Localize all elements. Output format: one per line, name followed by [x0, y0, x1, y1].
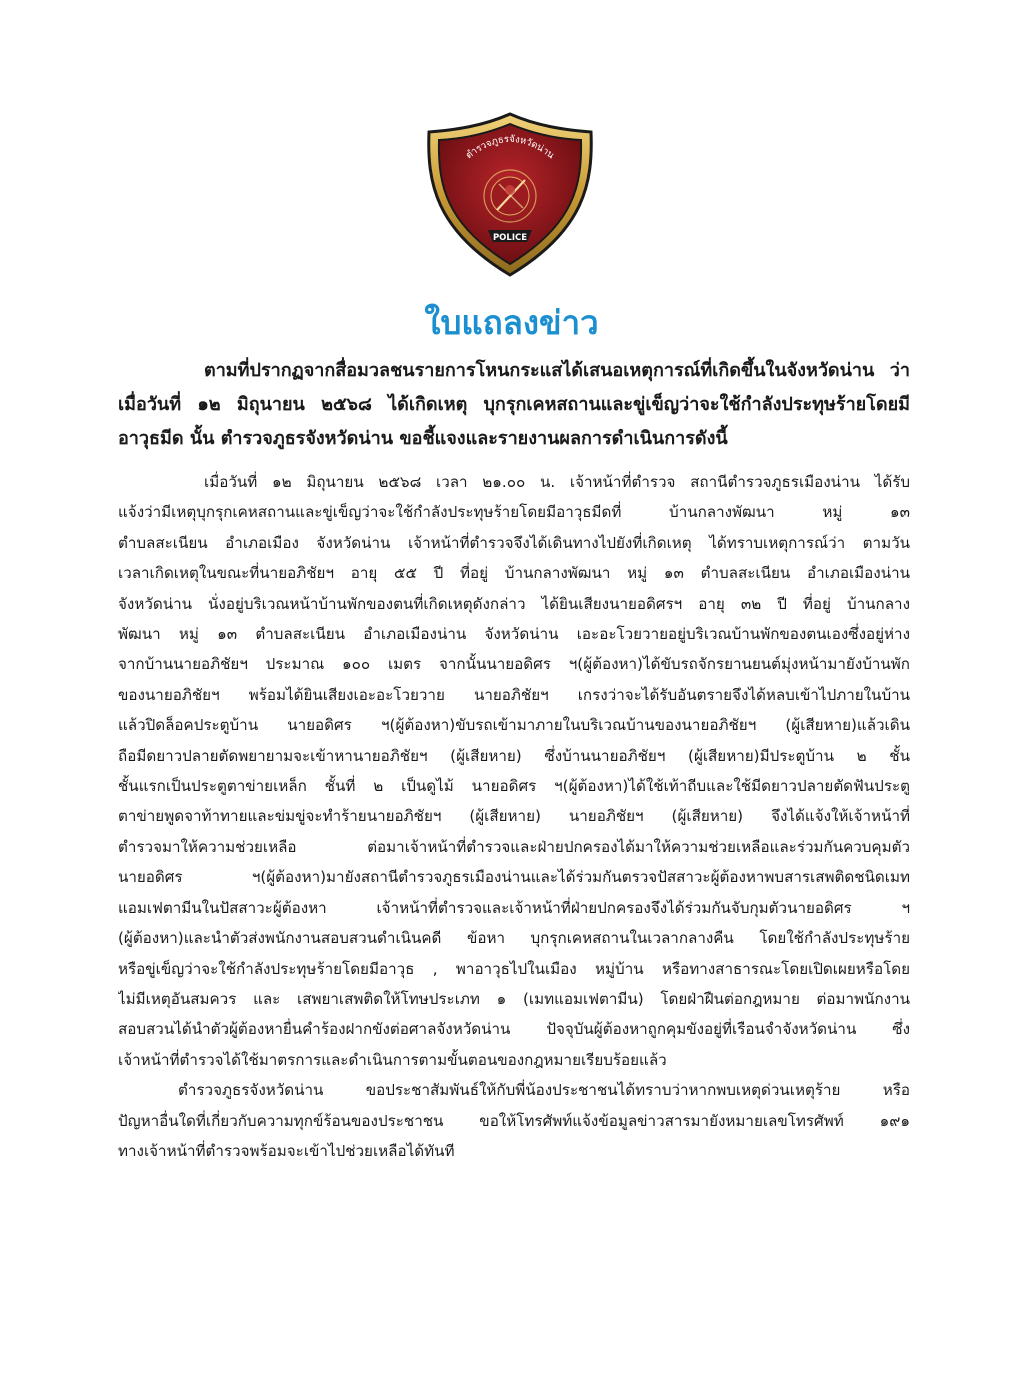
- body-line: ตำรวจภูธรจังหวัดน่าน ขอประชาสัมพันธ์ให้กับพี่น้องประชาชนได้ทราบว่าหากพบเหตุด่วนเหตุร้าย หรือ: [178, 1081, 910, 1100]
- body-line: (ผู้ต้องหา)และนำตัวส่งพนักงานสอบสวนดำเนินคดี ข้อหา บุกรุกเคหสถานในเวลากลางคืน โดยใช้กำลังประทุษร้าย: [118, 929, 910, 948]
- lead-line: ตามที่ปรากฏจากสื่อมวลชนรายการโหนกระแสได้เสนอเหตุการณ์ที่เกิดขึ้นในจังหวัดน่าน ว่า: [204, 360, 910, 381]
- lead-paragraph: [118, 354, 910, 456]
- body-line: ตาข่ายพูดจาท้าทายและข่มขู่จะทำร้ายนายอภิชัยฯ (ผู้เสียหาย) นายอภิชัยฯ (ผู้เสียหาย) จึงได้แจ้งให้เจ้าหน้าที่: [118, 807, 910, 826]
- police-badge-logo: [425, 112, 595, 277]
- body-line: ตำรวจมาให้ความช่วยเหลือ ต่อมาเจ้าหน้าที่ตำรวจและฝ่ายปกครองได้มาให้ความช่วยเหลือและร่วมกันควบคุมตัว: [118, 837, 910, 856]
- badge-text: POLICE: [492, 233, 528, 243]
- body-text: [118, 467, 910, 1166]
- document-title: ใบแถลงข่าว: [424, 303, 599, 342]
- body-line: หรือขู่เข็ญว่าจะใช้กำลังประทุษร้ายโดยมีอาวุธ , พาอาวุธไปในเมือง หมู่บ้าน หรือทางสาธารณะโดยเปิดเผยหรือโดย: [118, 959, 910, 978]
- body-line: เวลาเกิดเหตุในขณะที่นายอภิชัยฯ อายุ ๕๕ ปี ที่อยู่ บ้านกลางพัฒนา หมู่ ๑๓ ตำบลสะเนียน อำเภอเมืองน่าน: [118, 564, 910, 583]
- emblem-icon: [484, 170, 536, 222]
- body-line: เจ้าหน้าที่ตำรวจได้ใช้มาตรการและดำเนินการตามขั้นตอนของกฎหมายเรียบร้อยแล้ว: [118, 1050, 667, 1069]
- body-line: แจ้งว่ามีเหตุบุกรุกเคหสถานและขู่เข็ญว่าจะใช้กำลังประทุษร้ายโดยมีอาวุธมีดที่ บ้านกลางพัฒนา หมู่ ๑๓: [118, 503, 910, 522]
- badge-arc-text: ตำรวจภูธรจังหวัดน่าน: [463, 133, 557, 162]
- body-line: ชั้นแรกเป็นประตูตาข่ายเหล็ก ชั้นที่ ๒ เป็นดูไม้ นายอดิศร ฯ(ผู้ต้องหา)ได้ใช้เท้าถีบและใช้มีดยาวปลายตัดฟันประตู: [118, 777, 910, 796]
- body-line: สอบสวนได้นำตัวผู้ต้องหายื่นคำร้องฝากขังต่อศาลจังหวัดน่าน ปัจจุบันผู้ต้องหาถูกคุมขังอยู่ที่เรือนจำจังหวัดน่าน ซึ่ง: [118, 1020, 910, 1039]
- body-line: ตำบลสะเนียน อำเภอเมือง จังหวัดน่าน เจ้าหน้าที่ตำรวจจึงได้เดินทางไปยังที่เกิดเหตุ ได้ทราบเหตุการณ์ว่า ตามวัน: [118, 533, 910, 552]
- body-line: นายอดิศร ฯ(ผู้ต้องหา)มายังสถานีตำรวจภูธรเมืองน่านและได้ร่วมกันตรวจปัสสาวะผู้ต้องหาพบสารเสพติดชนิดเมท: [118, 868, 910, 887]
- body-line: แอมเฟตามีนในปัสสาวะผู้ต้องหา เจ้าหน้าที่ตำรวจและเจ้าหน้าที่ฝ่ายปกครองจึงได้ร่วมกันจับกุมตัวนายอดิศร ฯ: [118, 898, 910, 917]
- body-line: ของนายอภิชัยฯ พร้อมได้ยินเสียงเอะอะโวยวาย นายอภิชัยฯ เกรงว่าจะได้รับอันตรายจึงได้หลบเข้าไปภายในบ้าน: [118, 685, 910, 704]
- body-line: จากบ้านนายอภิชัยฯ ประมาณ ๑๐๐ เมตร จากนั้นนายอดิศร ฯ(ผู้ต้องหา)ได้ขับรถจักรยานยนต์มุ่งหน้ามายังบ้านพัก: [118, 655, 910, 674]
- body-line: จังหวัดน่าน นั่งอยู่บริเวณหน้าบ้านพักของตนที่เกิดเหตุดังกล่าว ได้ยินเสียงนายอดิศรฯ อายุ ๓๒ ปี ที่อยู่ บ้านกลาง: [118, 594, 910, 613]
- lead-line: เมื่อวันที่ ๑๒ มิถุนายน ๒๕๖๘ ได้เกิดเหตุ บุกรุกเคหสถานและขู่เข็ญว่าจะใช้กำลังประทุษร้ายโดยมี: [118, 394, 910, 415]
- lead-line: อาวุธมีด นั้น ตำรวจภูธรจังหวัดน่าน ขอชี้แจงและรายงานผลการดำเนินการดังนี้: [118, 428, 728, 449]
- body-line: พัฒนา หมู่ ๑๓ ตำบลสะเนียน อำเภอเมืองน่าน จังหวัดน่าน เอะอะโวยวายอยู่บริเวณบ้านพักของตนเองซึ่งอยู่ห่าง: [118, 625, 910, 644]
- body-line: ถือมีดยาวปลายตัดพยายามจะเข้าหานายอภิชัยฯ (ผู้เสียหาย) ซึ่งบ้านนายอภิชัยฯ (ผู้เสียหาย)มีประตูบ้าน ๒ ชั้น: [118, 746, 910, 765]
- body-line: แล้วปิดล็อคประตูบ้าน นายอดิศร ฯ(ผู้ต้องหา)ขับรถเข้ามาภายในบริเวณบ้านของนายอภิชัยฯ (ผู้เสียหาย)แล้วเดิน: [118, 716, 910, 735]
- body-line: ไม่มีเหตุอันสมควร และ เสพยาเสพติดให้โทษประเภท ๑ (เมทแอมเฟตามีน) โดยฝ่าฝืนต่อกฎหมาย ต่อมาพนักงาน: [118, 989, 910, 1008]
- body-line: ปัญหาอื่นใดที่เกี่ยวกับความทุกข์ร้อนของประชาชน ขอให้โทรศัพท์แจ้งข้อมูลข่าวสารมายังหมายเลขโทรศัพท์ ๑๙๑: [118, 1111, 910, 1130]
- body-line: เมื่อวันที่ ๑๒ มิถุนายน ๒๕๖๘ เวลา ๒๑.๐๐ น. เจ้าหน้าที่ตำรวจ สถานีตำรวจภูธรเมืองน่าน ได้รับ: [204, 473, 910, 491]
- body-line: ทางเจ้าหน้าที่ตำรวจพร้อมจะเข้าไปช่วยเหลือได้ทันที: [118, 1141, 455, 1160]
